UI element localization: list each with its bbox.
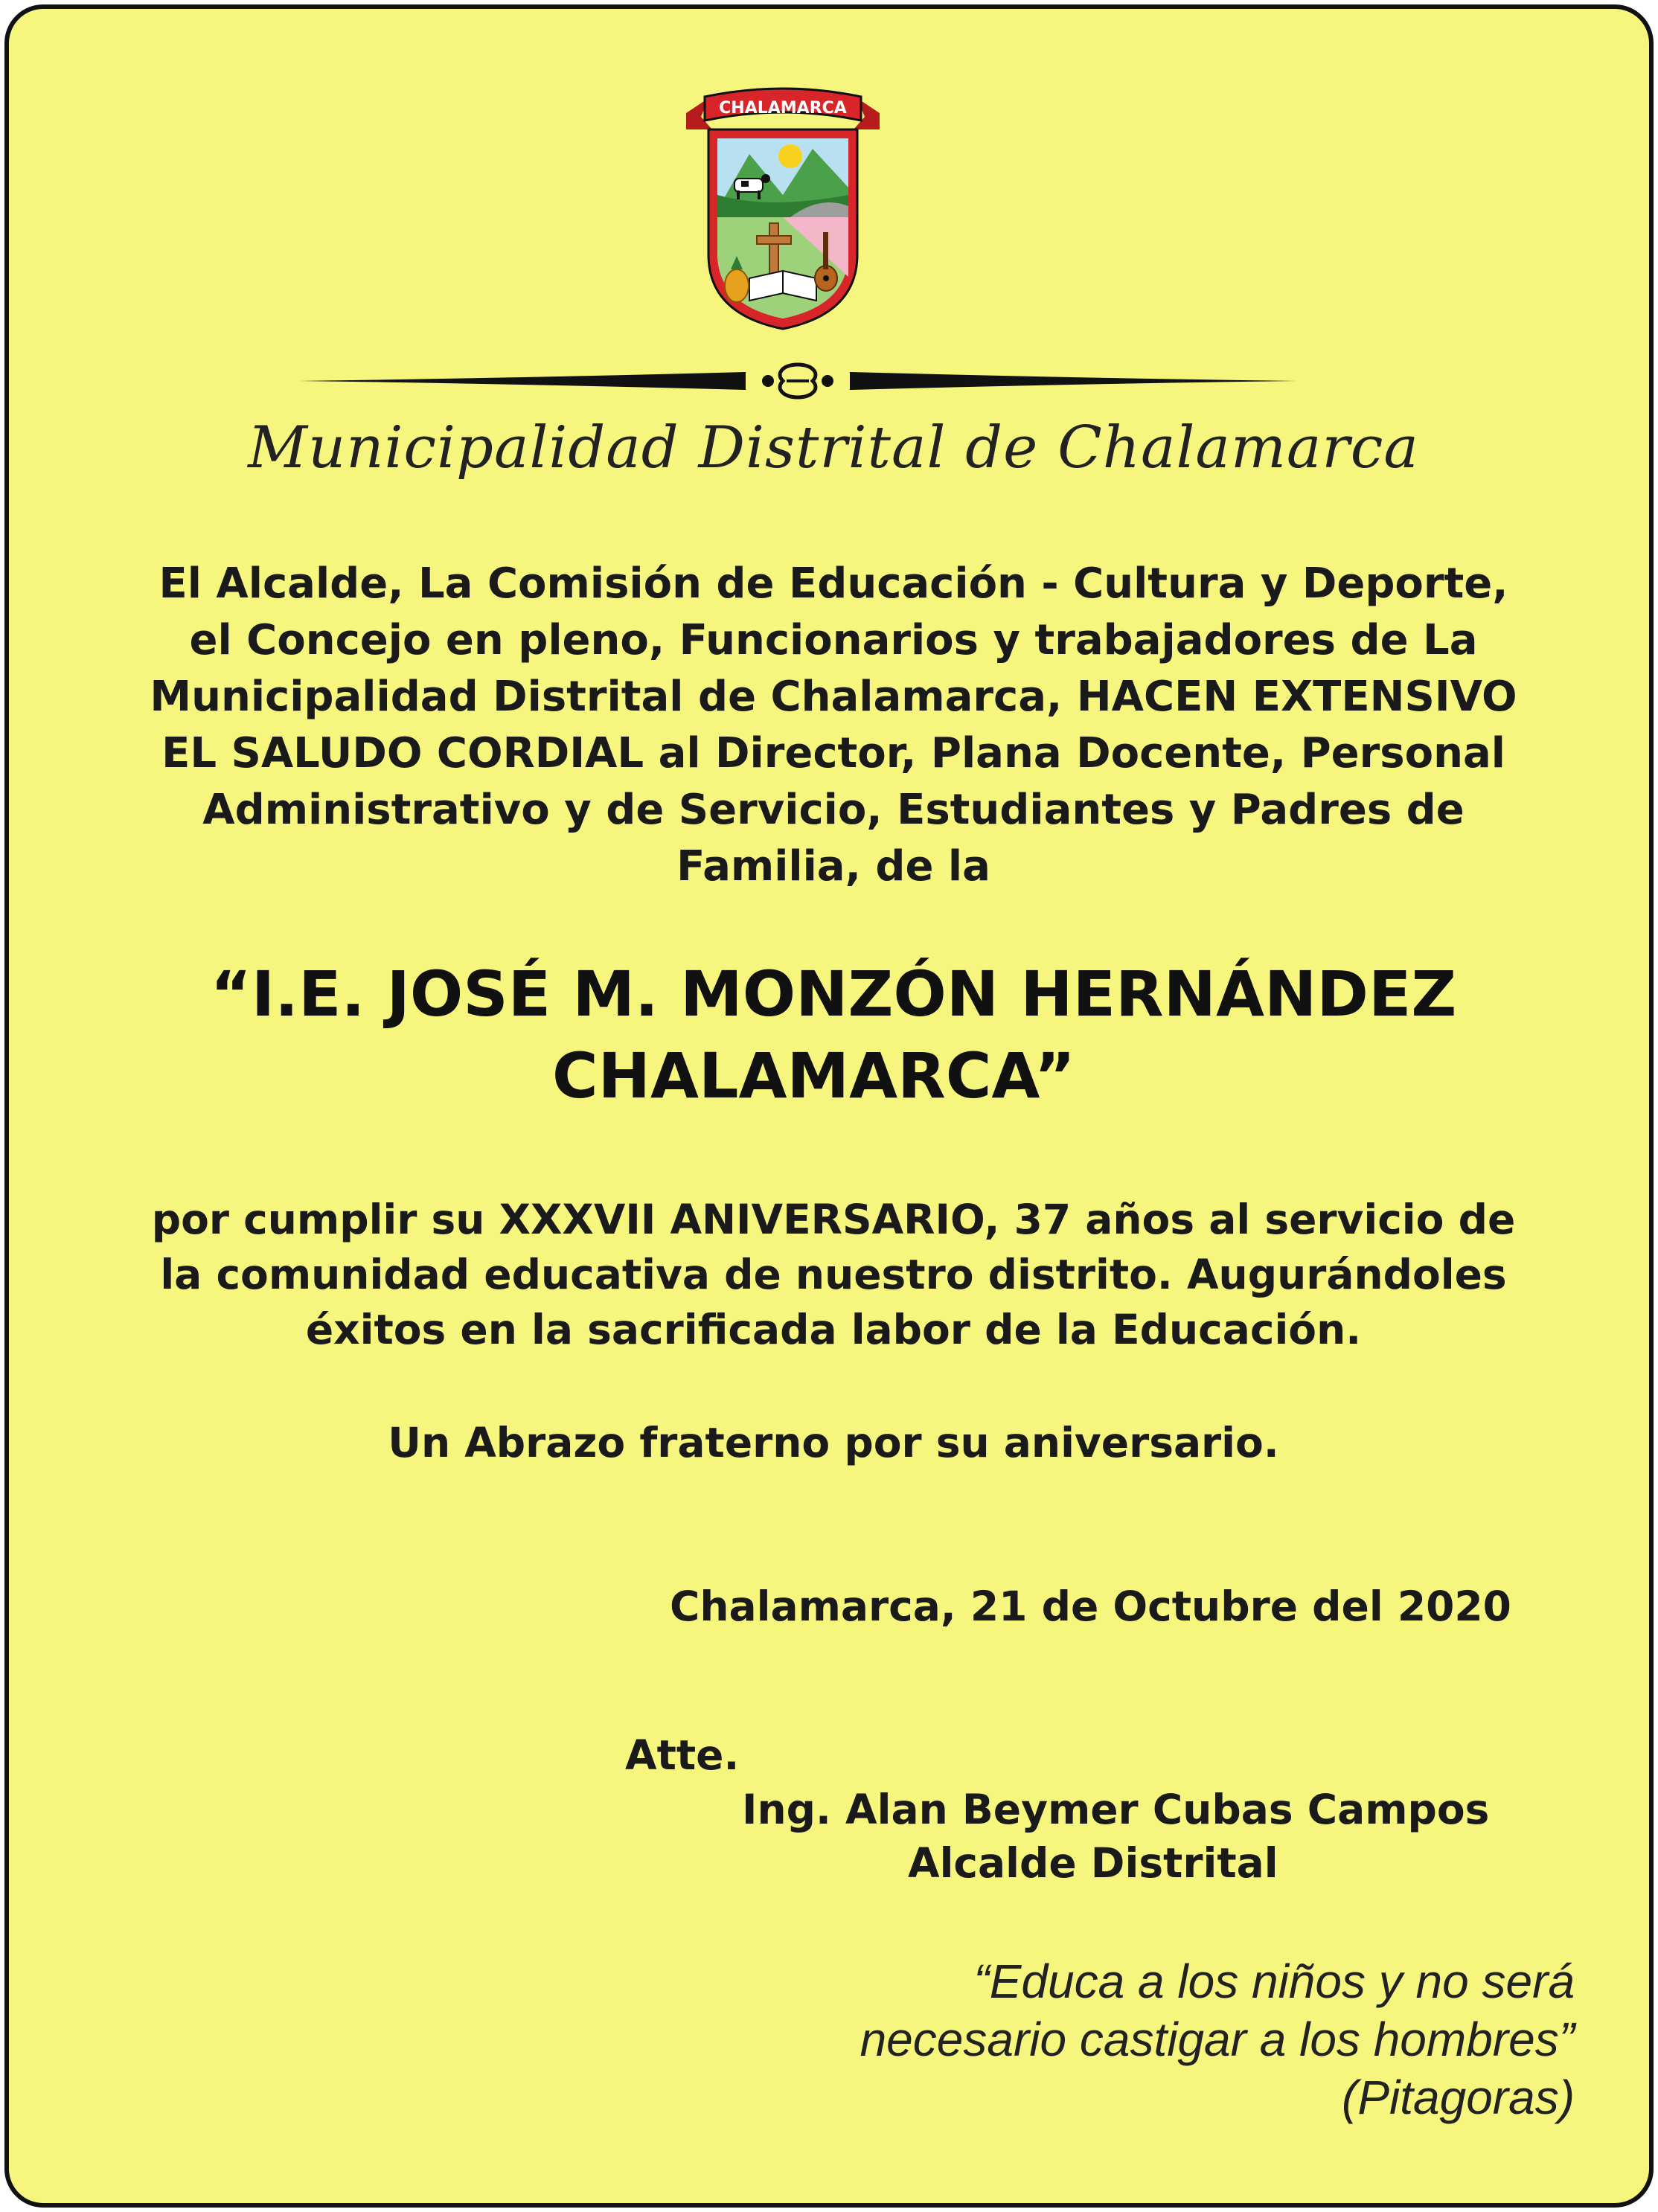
intro-line: EL SALUDO CORDIAL al Director, Plana Docente, Personal xyxy=(161,729,1505,778)
pythagoras-quote xyxy=(860,1952,1575,2126)
intro-line: Municipalidad Distrital de Chalamarca, HACEN EXTENSIVO xyxy=(150,673,1517,721)
intro-line: Familia, de la xyxy=(676,842,990,891)
quote-line: “Educa a los niños y no será xyxy=(973,1955,1575,2008)
intro-line: El Alcalde, La Comisión de Educación - Cultura y Deporte, xyxy=(159,560,1508,608)
organization-name: Municipalidad Distrital de Chalamarca xyxy=(248,414,1419,481)
reason-line: éxitos en la sacrificada labor de la Educación. xyxy=(305,1306,1362,1353)
municipal-crest-icon xyxy=(679,83,887,336)
quote-author: (Pitagoras) xyxy=(1342,2071,1575,2124)
intro-paragraph xyxy=(9,556,1658,895)
crest-banner-text: CHALAMARCA xyxy=(719,99,847,118)
intro-line: el Concejo en pleno, Funcionarios y trabajadores de La xyxy=(189,616,1478,664)
reason-paragraph xyxy=(9,1192,1658,1357)
greeting-card xyxy=(4,4,1654,2208)
signer-name: Ing. Alan Beymer Cubas Campos xyxy=(742,1786,1490,1833)
reason-line: por cumplir su XXXVII ANIVERSARIO, 37 años al servicio de xyxy=(151,1196,1516,1243)
reason-line: la comunidad educativa de nuestro distrito. Augurándoles xyxy=(160,1251,1507,1298)
closing-greeting: Un Abrazo fraterno por su aniversario. xyxy=(388,1419,1279,1466)
signer-title: Alcalde Distrital xyxy=(908,1839,1278,1887)
school-name-line-2: CHALAMARCA” xyxy=(552,1039,1075,1112)
atte-label: Atte. xyxy=(625,1731,740,1779)
ornamental-divider xyxy=(299,359,1296,403)
school-name-line-1: “I.E. JOSÉ M. MONZÓN HERNÁNDEZ xyxy=(210,958,1457,1030)
quote-line: necesario castigar a los hombres” xyxy=(860,2013,1575,2066)
intro-line: Administrativo y de Servicio, Estudiantes y Padres de xyxy=(202,786,1465,834)
place-and-date: Chalamarca, 21 de Octubre del 2020 xyxy=(670,1583,1511,1630)
